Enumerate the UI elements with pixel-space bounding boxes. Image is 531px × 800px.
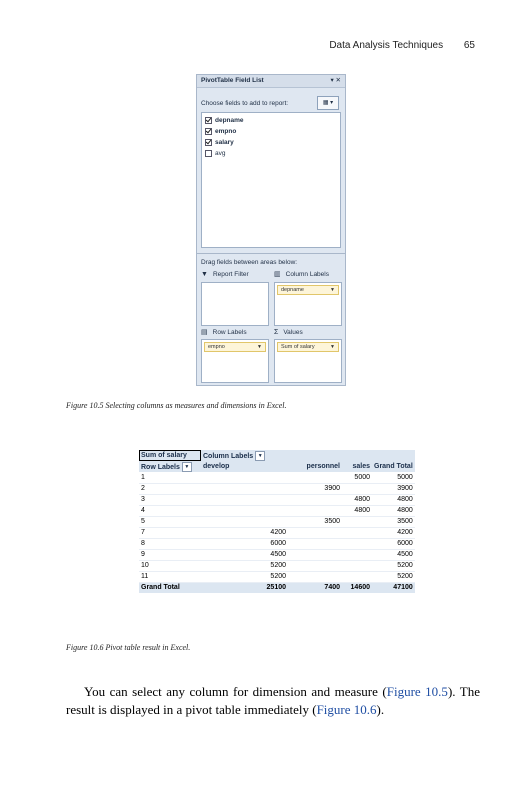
value-cell: [342, 560, 372, 571]
field-checkbox[interactable]: [205, 150, 212, 157]
row-label-cell: 9: [139, 549, 201, 560]
page-number: 65: [463, 40, 475, 51]
row-label-cell: 10: [139, 560, 201, 571]
chip-label: depname: [281, 287, 304, 293]
figure-ref-10-6[interactable]: Figure 10.6: [316, 702, 377, 717]
table-row: [139, 516, 415, 527]
value-cell: [201, 505, 288, 516]
field-label: depname: [215, 117, 244, 124]
body-text-3: ).: [376, 702, 385, 717]
report-filter-label: Report Filter: [212, 271, 249, 278]
report-filter-area[interactable]: [201, 282, 269, 326]
value-cell: [288, 505, 342, 516]
total-cell: 25100: [201, 582, 288, 593]
drag-fields-label: Drag fields between areas below:: [201, 259, 298, 266]
value-cell: 3500: [288, 516, 342, 527]
choose-fields-label: Choose fields to add to report:: [201, 100, 289, 107]
table-row: [139, 483, 415, 494]
value-cell: [288, 571, 342, 582]
chevron-down-icon[interactable]: ▼: [330, 344, 335, 350]
field-item-salary[interactable]: [205, 137, 337, 148]
value-cell: [342, 516, 372, 527]
report-filter-header: [201, 270, 249, 280]
value-cell: 4800: [372, 505, 415, 516]
pivot-corner-cell[interactable]: Sum of salary: [139, 450, 201, 461]
value-cell: 5200: [372, 571, 415, 582]
field-item-avg[interactable]: [205, 148, 337, 159]
grand-total-row: [139, 582, 415, 593]
field-item-empno[interactable]: [205, 126, 337, 137]
row-filter-dropdown-icon[interactable]: ▼: [182, 462, 192, 472]
table-row: [139, 538, 415, 549]
value-cell: [288, 494, 342, 505]
value-cell: [201, 494, 288, 505]
value-cell: [288, 538, 342, 549]
value-cell: [342, 527, 372, 538]
row-label-cell: 1: [139, 472, 201, 483]
pivot-field-list-panel: [196, 74, 346, 386]
field-list-box: [201, 112, 341, 248]
value-cell: [201, 483, 288, 494]
filter-icon: ▼: [201, 271, 208, 278]
value-cell: 5200: [201, 571, 288, 582]
value-cell: 3900: [372, 483, 415, 494]
value-cell: 6000: [201, 538, 288, 549]
value-cell: 5000: [372, 472, 415, 483]
value-cell: [342, 538, 372, 549]
columns-icon: ▥: [274, 271, 281, 278]
values-area-label: Values: [283, 329, 303, 336]
chevron-down-icon[interactable]: ▼: [257, 344, 262, 350]
total-cell: 14600: [342, 582, 372, 593]
field-checkbox[interactable]: [205, 128, 212, 135]
layout-options-button[interactable]: ▦ ▾: [317, 96, 339, 110]
row-label-cell: 7: [139, 527, 201, 538]
value-cell: 4800: [342, 505, 372, 516]
chip-label: empno: [208, 344, 225, 350]
value-cell: [288, 549, 342, 560]
value-cell: 6000: [372, 538, 415, 549]
table-row: [139, 549, 415, 560]
column-header: develop: [201, 461, 288, 472]
column-filter-dropdown-icon[interactable]: ▼: [255, 451, 265, 461]
body-paragraph: [66, 683, 480, 719]
table-row: [139, 560, 415, 571]
value-cell: [201, 472, 288, 483]
column-labels-area-label: Column Labels: [285, 271, 329, 278]
value-cell: 3900: [288, 483, 342, 494]
value-cell: [288, 527, 342, 538]
field-checkbox[interactable]: [205, 117, 212, 124]
column-labels-header: [274, 270, 329, 280]
field-label: empno: [215, 128, 237, 135]
values-area[interactable]: [274, 339, 342, 383]
value-cell: [201, 516, 288, 527]
column-header: Grand Total: [374, 463, 413, 470]
panel-divider: [197, 253, 345, 254]
rows-icon: ▤: [201, 329, 208, 336]
figure-caption-10-5: Figure 10.5 Selecting columns as measures and dimensions in Excel.: [66, 401, 287, 410]
field-label: salary: [215, 139, 234, 146]
figure-caption-10-6: Figure 10.6 Pivot table result in Excel.: [66, 643, 191, 652]
field-item-depname[interactable]: [205, 115, 337, 126]
row-label-cell: 2: [139, 483, 201, 494]
row-labels-area-label: Row Labels: [212, 329, 247, 336]
value-cell: 3500: [372, 516, 415, 527]
table-row: [139, 472, 415, 483]
row-label-cell: 5: [139, 516, 201, 527]
value-cell: 4500: [201, 549, 288, 560]
header-section-title: Data Analysis Techniques: [329, 40, 444, 51]
chip-label: Sum of salary: [281, 344, 315, 350]
total-cell: 7400: [288, 582, 342, 593]
total-cell: 47100: [372, 582, 415, 593]
values-field-chip[interactable]: [277, 342, 339, 352]
value-cell: [288, 472, 342, 483]
value-cell: 4200: [372, 527, 415, 538]
choose-fields-row: [197, 96, 345, 112]
row-labels-cell[interactable]: [139, 461, 201, 472]
value-cell: 5200: [201, 560, 288, 571]
value-cell: 4800: [372, 494, 415, 505]
value-cell: 4800: [342, 494, 372, 505]
row-label-cell: 3: [139, 494, 201, 505]
row-field-chip[interactable]: [204, 342, 266, 352]
value-cell: [342, 549, 372, 560]
column-field-chip[interactable]: [277, 285, 339, 295]
field-checkbox[interactable]: [205, 139, 212, 146]
figure-ref-10-5[interactable]: Figure 10.5: [386, 684, 448, 699]
panel-title: PivotTable Field List: [201, 77, 264, 84]
value-cell: [288, 560, 342, 571]
sigma-icon: Σ: [274, 329, 279, 336]
table-row: [139, 527, 415, 538]
row-labels-header: [201, 328, 247, 338]
values-header: [274, 328, 303, 338]
table-row: [139, 505, 415, 516]
grand-total-label: Grand Total: [139, 582, 201, 593]
value-cell: [342, 571, 372, 582]
panel-close-icon[interactable]: ▾ ✕: [330, 77, 341, 84]
row-label-cell: 11: [139, 571, 201, 582]
panel-title-bar: [197, 75, 345, 88]
column-header: sales: [342, 461, 372, 472]
body-text-1: You can select any column for dimension and measure (: [84, 684, 387, 699]
row-labels-text: Row Labels: [141, 463, 180, 471]
field-label: avg: [215, 150, 226, 157]
pivot-table: [139, 450, 415, 593]
value-cell: 4200: [201, 527, 288, 538]
column-labels-text: Column Labels: [203, 452, 254, 460]
row-labels-area[interactable]: [201, 339, 269, 383]
body-text-2: ). The result is displayed in a pivot table immediately (: [66, 684, 480, 717]
running-header: [329, 40, 475, 51]
table-row: [139, 494, 415, 505]
chevron-down-icon[interactable]: ▼: [330, 287, 335, 293]
value-cell: 5000: [342, 472, 372, 483]
row-label-cell: 8: [139, 538, 201, 549]
row-label-cell: 4: [139, 505, 201, 516]
value-cell: 5200: [372, 560, 415, 571]
column-header: personnel: [288, 461, 342, 472]
value-cell: [342, 483, 372, 494]
table-row: [139, 571, 415, 582]
value-cell: 4500: [372, 549, 415, 560]
column-labels-area[interactable]: [274, 282, 342, 326]
column-labels-cell[interactable]: [201, 450, 415, 461]
